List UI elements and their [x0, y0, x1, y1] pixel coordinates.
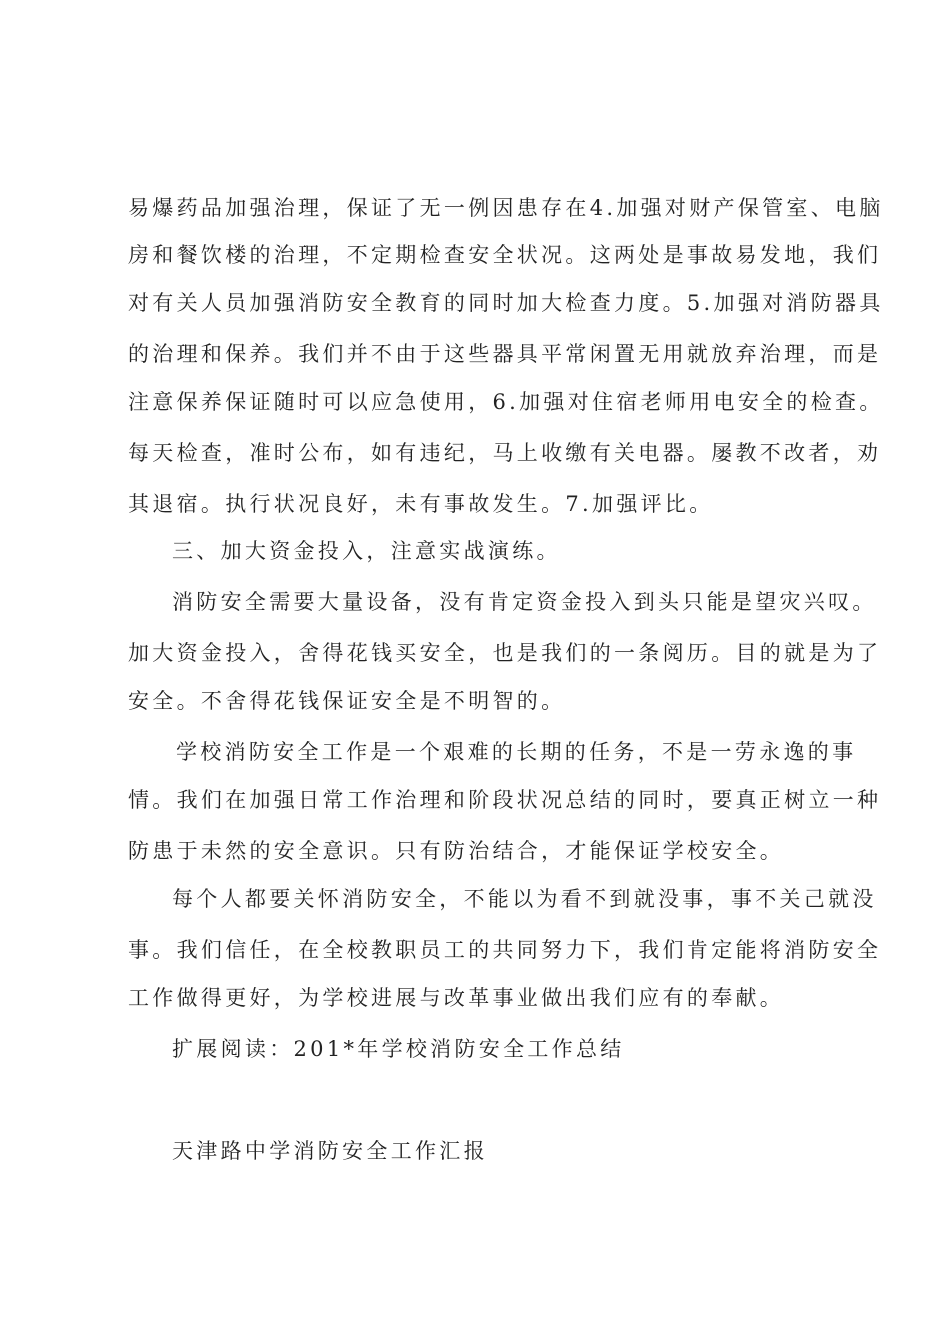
paragraph-line: 防患于未然的安全意识。只有防治结合，才能保证学校安全。 — [128, 839, 785, 863]
paragraph-line: 情。我们在加强日常工作治理和阶段状况总结的同时，要真正树立一种 — [128, 788, 882, 812]
paragraph-line: 的治理和保养。我们并不由于这些器具平常闲置无用就放弃治理，而是 — [128, 342, 882, 366]
section-heading: 三、加大资金投入，注意实战演练。 — [172, 539, 561, 563]
paragraph-line: 每个人都要关怀消防安全，不能以为看不到就没事，事不关己就没 — [172, 887, 877, 911]
paragraph-line: 工作做得更好，为学校进展与改革事业做出我们应有的奉献。 — [128, 986, 785, 1010]
paragraph-line: 消防安全需要大量设备，没有肯定资金投入到头只能是望灾兴叹。 — [172, 590, 877, 614]
paragraph-line: 学校消防安全工作是一个艰难的长期的任务，不是一劳永逸的事 — [176, 740, 857, 764]
paragraph-line: 房和餐饮楼的治理，不定期检查安全状况。这两处是事故易发地，我们 — [128, 243, 882, 267]
paragraph-line: 安全。不舍得花钱保证安全是不明智的。 — [128, 689, 566, 713]
paragraph-line: 易爆药品加强治理，保证了无一例因患存在4.加强对财产保管室、电脑 — [128, 196, 884, 220]
paragraph-line: 注意保养保证随时可以应急使用，6.加强对住宿老师用电安全的检查。 — [128, 390, 884, 414]
paragraph-line: 加大资金投入，舍得花钱买安全，也是我们的一条阅历。目的就是为了 — [128, 641, 882, 665]
paragraph-line: 对有关人员加强消防安全教育的同时加大检查力度。5.加强对消防器具 — [128, 291, 884, 315]
paragraph-line: 每天检查，准时公布，如有违纪，马上收缴有关电器。屡教不改者，劝 — [128, 441, 882, 465]
paragraph-line: 其退宿。执行状况良好，未有事故发生。7.加强评比。 — [128, 492, 714, 516]
extended-reading-line: 扩展阅读：201*年学校消防安全工作总结 — [172, 1037, 625, 1061]
paragraph-line: 事。我们信任，在全校教职员工的共同努力下，我们肯定能将消防安全 — [128, 938, 882, 962]
report-title: 天津路中学消防安全工作汇报 — [172, 1139, 488, 1163]
